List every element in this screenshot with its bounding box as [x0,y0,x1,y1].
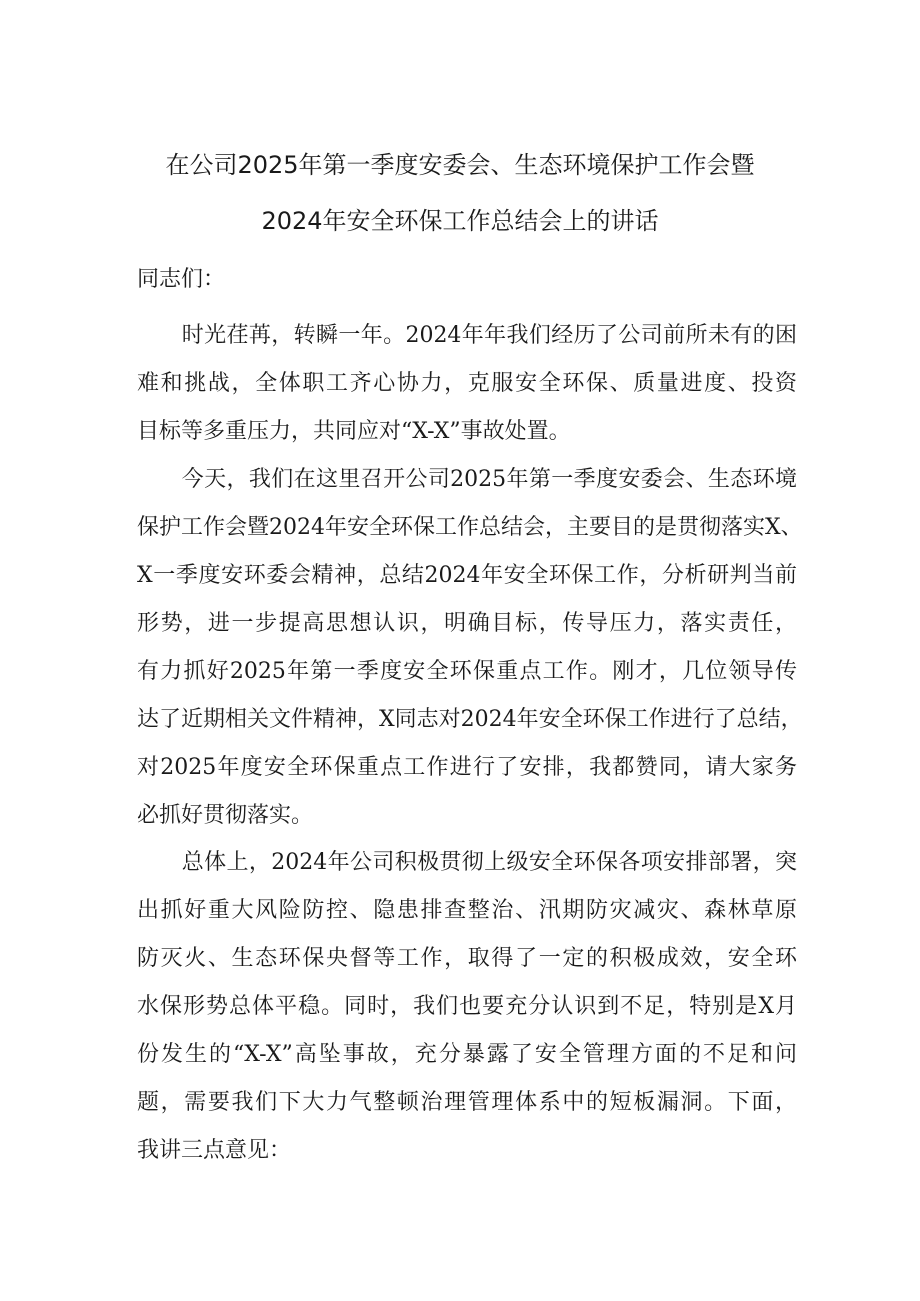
paragraph-line: 时光荏苒，转瞬一年。2024年年我们经历了公司前所未有的困 [137,323,797,348]
paragraph-line: 难和挑战，全体职工齐心协力，克服安全环保、质量进度、投资 [137,371,797,396]
document-title-line-2: 2024年安全环保工作总结会上的讲话 [261,207,659,235]
paragraph-2 [137,456,803,840]
paragraph-line: 目标等多重压力，共同应对“X-X”事故处置。 [137,419,571,444]
paragraph-line: 总体上，2024年公司积极贯彻上级安全环保各项安排部署，突 [137,850,797,875]
paragraph-line: X一季度安环委会精神，总结2024年安全环保工作，分析研判当前 [137,563,797,588]
paragraph-line: 题，需要我们下大力气整顿治理管理体系中的短板漏洞。下面， [137,1090,797,1115]
paragraph-line: 防灭火、生态环保央督等工作，取得了一定的积极成效，安全环 [137,946,797,971]
paragraph-line: 我讲三点意见： [137,1138,292,1163]
salutation: 同志们： [137,267,226,292]
paragraph-3 [137,839,797,1175]
paragraph-line: 达了近期相关文件精神，X同志对2024年安全环保工作进行了总结， [137,707,803,732]
paragraph-line: 有力抓好2025年第一季度安全环保重点工作。刚才，几位领导传 [137,659,797,684]
paragraph-line: 保护工作会暨2024年安全环保工作总结会，主要目的是贯彻落实X、 [137,515,803,540]
paragraph-line: 水保形势总体平稳。同时，我们也要充分认识到不足，特别是X月 [137,994,797,1019]
paragraph-line: 今天，我们在这里召开公司2025年第一季度安委会、生态环境 [137,467,797,492]
paragraph-line: 对2025年度安全环保重点工作进行了安排，我都赞同，请大家务 [137,755,797,780]
paragraph-line: 出抓好重大风险防控、隐患排查整治、汛期防灾减灾、森林草原 [137,898,797,923]
paragraph-line: 形势，进一步提高思想认识，明确目标，传导压力，落实责任， [137,611,797,636]
document-title-line-1: 在公司2025年第一季度安委会、生态环境保护工作会暨 [165,151,755,179]
paragraph-line: 份发生的“X-X”高坠事故，充分暴露了安全管理方面的不足和问 [137,1042,797,1067]
paragraph-1 [137,312,797,456]
paragraph-line: 必抓好贯彻落实。 [137,803,314,828]
